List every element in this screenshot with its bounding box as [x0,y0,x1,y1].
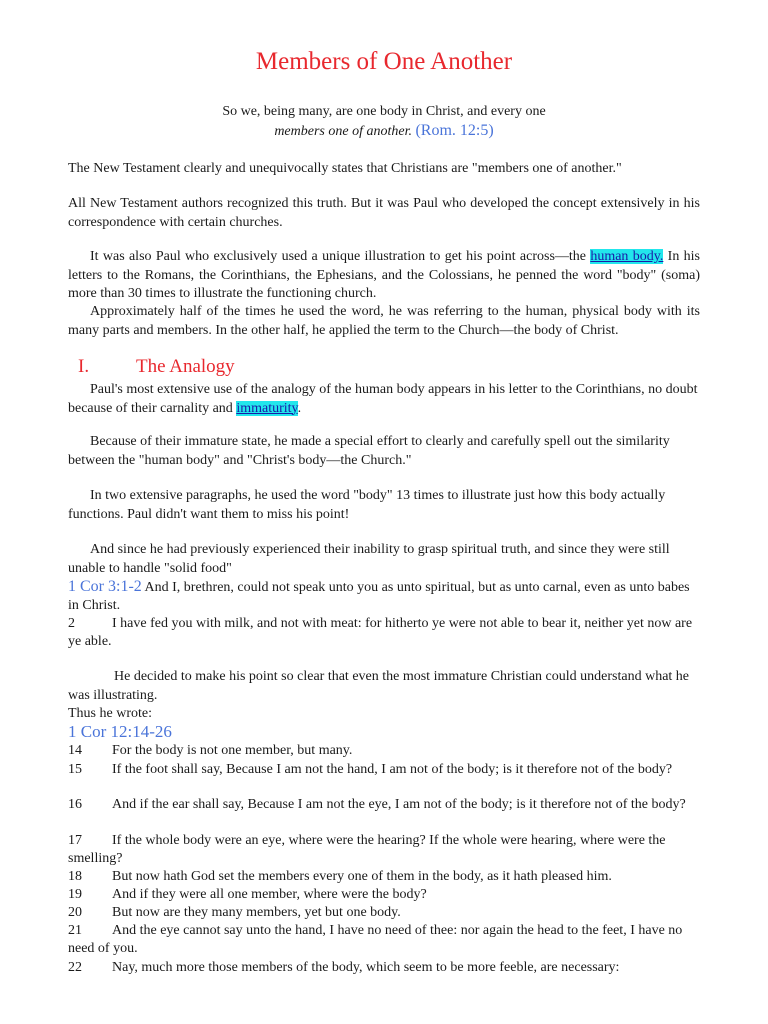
verse-row [68,886,700,904]
verse-number: 19 [68,887,82,902]
verse-text: But now hath God set the members every one of them in the body, as it hath pleased him. [112,869,612,884]
verse-number: 14 [68,743,82,758]
scripture-verse-2 [68,615,700,651]
intro-paragraph-2: All New Testament authors recognized this truth. But it was Paul who developed the concept extensively in his correspondence with certain churches. [68,196,700,230]
verse-row [68,742,700,760]
epigraph-line-1: So we, being many, are one body in Christ, and every one [222,104,546,119]
verse-row [68,868,700,886]
section-paragraph-5: He decided to make his point so clear that even the most immature Christian could understand what he was illustrating. [68,669,690,703]
highlight-human-body: human body. [590,249,664,264]
scripture-ref-1cor-12-label: 1 Cor 12:14-26 [68,722,172,741]
verse-text: And if they were all one member, where were the body? [112,887,427,902]
verse-text: If the foot shall say, Because I am not the hand, I am not of the body; is it therefore not of the body? [112,762,673,777]
p3-text-after: In his letters to the Romans, the Corinthians, the Ephesians, and the Colossians, he penned the word "body" (soma) more than 30 times to illustrate the functioning church. [68,249,701,301]
verse-text: But now are they many members, yet but one body. [112,905,401,920]
epigraph-line-2 [0,122,768,141]
s1p1-after: . [297,400,302,416]
verse-row [68,904,700,922]
section-paragraph-3: In two extensive paragraphs, he used the word "body" 13 times to illustrate just how this body actually functions. Paul didn't want them to miss his point! [68,488,666,522]
verse-number: 21 [68,923,82,938]
verse-number: 17 [68,833,82,848]
intro-paragraph-3 [68,248,700,304]
scripture-text-1cor-3-1: And I, brethren, could not speak unto you as unto spiritual, but as unto carnal, even as unto babes in Christ. [68,580,690,613]
highlight-immaturity: immaturity [236,400,298,416]
verse-row [68,796,700,814]
section-title: The Analogy [136,356,235,377]
section-paragraph-2: Because of their immature state, he made a special effort to clearly and carefully spell out the similarity between the "human body" and "Christ's body—the Church." [68,434,670,468]
verse-number: 2 [68,616,75,631]
epigraph-reference: (Rom. 12:5) [415,122,494,139]
scripture-ref-1cor-3: 1 Cor 3:1-2 [68,578,142,595]
verse-row [68,761,700,779]
intro-paragraph-1: The New Testament clearly and unequivocally states that Christians are "members one of another." [68,161,622,176]
epigraph-italic: members one of another. [274,124,412,139]
verse-text: And if the ear shall say, Because I am not the eye, I am not of the body; is it therefore not of the body? [112,797,686,812]
verse-row [68,922,700,958]
verse-text: I have fed you with milk, and not with meat: for hitherto ye were not able to bear it, neither yet now are ye able. [68,616,693,649]
page-title: Members of One Another [255,48,513,75]
section-heading [78,355,235,379]
p3-text-before: It was also Paul who exclusively used a unique illustration to get his point across—the [90,249,591,264]
verse-row [68,959,700,977]
section-paragraph-6: Thus he wrote: [68,706,152,721]
section-paragraph-1 [68,381,700,418]
verse-number: 22 [68,960,82,975]
scripture-1cor-3 [68,578,700,615]
verse-text: For the body is not one member, but many. [112,743,353,758]
verse-text: If the whole body were an eye, where were the hearing? If the whole were hearing, where were the smelling? [68,833,666,866]
verse-number: 16 [68,797,82,812]
verse-text: Nay, much more those members of the body, which seem to be more feeble, are necessary: [112,960,620,975]
scripture-ref-1cor-12 [68,723,700,744]
verse-text: And the eye cannot say unto the hand, I have no need of thee: nor again the head to the feet, I have no need of you. [68,923,683,956]
verse-number: 15 [68,762,82,777]
verse-number: 20 [68,905,82,920]
intro-paragraph-4: Approximately half of the times he used the word, he was referring to the human, physical body with its many parts and members. In the other half, he applied the term to the Church—the body of Christ. [68,304,700,338]
section-number: I. [78,356,90,377]
section-paragraph-4: And since he had previously experienced their inability to grasp spiritual truth, and since they were still unable to handle "solid food" [68,542,670,576]
verse-number: 18 [68,869,82,884]
s1p1-before: Paul's most extensive use of the analogy of the human body appears in his letter to the Corinthians, no doubt because of their carnality and [68,382,698,416]
verse-row [68,832,700,868]
